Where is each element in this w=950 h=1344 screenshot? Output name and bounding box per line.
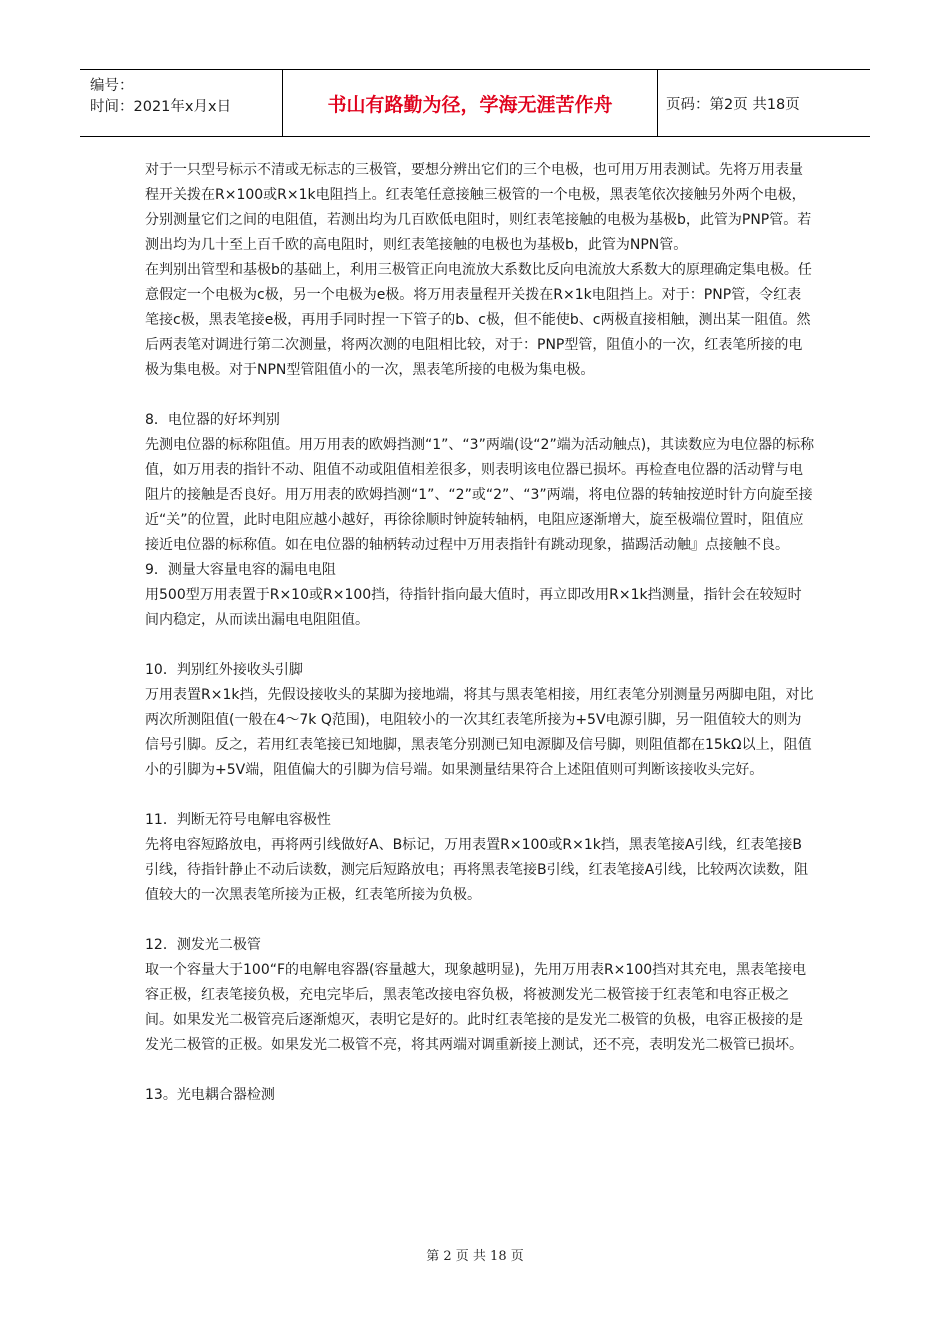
paragraph: 在判别出管型和基极b的基础上，利用三极管正向电流放大系数比反向电流放大系数大的原理确定集电极。任意假定一个电极为c极，另一个电极为e极。将万用表量程开关拨在R×1k电阻挡上。对于：PNP管，令红表笔接c极，黑表笔接e极，再用手同时捏一下管子的b、c极，但不能使b、c两极直接相触，测出某一阻值。然后两表笔对调进行第二次测量，将两次测的电阻相比较，对于：PNP型管，阻值小的一次，红表笔所接的电极为集电极。对于NPN型管阻值小的一次，黑表笔所接的电极为集电极。 [145, 262, 812, 378]
page-header [80, 69, 870, 137]
time-label: 时间：2021年x月x日 [90, 99, 232, 115]
document-body [145, 158, 815, 1108]
section-heading: 9．测量大容量电容的漏电电阻 [145, 562, 336, 578]
paragraph: 先测电位器的标称阻值。用万用表的欧姆挡测“1”、“3”两端(设“2”端为活动触点)，其读数应为电位器的标称值，如万用表的指针不动、阻值不动或阻值相差很多，则表明该电位器已损坏。再检查电位器的活动臂与电阻片的接触是否良好。用万用表的欧姆挡测“1”、“2”或“2”、“3”两端，将电位器的转轴按逆时针方向旋至接近“关”的位置，此时电阻应越小越好，再徐徐顺时钟旋转轴柄，电阻应逐渐增大，旋至极端位置时，阻值应接近电位器的标称值。如在电位器的轴柄转动过程中万用表指针有跳动现象，描踢活动触』点接触不良。 [145, 437, 815, 553]
paragraph: 万用表置R×1k挡，先假设接收头的某脚为接地端，将其与黑表笔相接，用红表笔分别测量另两脚电阻，对比两次所测阻值(一般在4～7k Q范围)，电阻较小的一次其红表笔所接为+5V电源引脚，另一阻值较大的则为信号引脚。反之，若用红表笔接已知地脚，黑表笔分别测已知电源脚及信号脚，则阻值都在15kΩ以上，阻值小的引脚为+5V端，阻值偏大的引脚为信号端。如果测量结果符合上述阻值则可判断该接收头完好。 [145, 687, 814, 778]
section-heading: 10．判别红外接收头引脚 [145, 662, 303, 678]
number-label: 编号： [90, 78, 134, 94]
section-heading: 8．电位器的好坏判别 [145, 412, 280, 428]
header-motto: 书山有路勤为径，学海无涯苦作舟 [283, 70, 658, 136]
section-heading: 11．判断无符号电解电容极性 [145, 812, 331, 828]
paragraph: 对于一只型号标示不清或无标志的三极管，要想分辨出它们的三个电极，也可用万用表测试。先将万用表量程开关拨在R×100或R×1k电阻挡上。红表笔任意接触三极管的一个电极，黑表笔依次接触另外两个电极，分别测量它们之间的电阻值，若测出均为几百欧低电阻时，则红表笔接触的电极为基极b，此管为PNP管。若测出均为几十至上百千欧的高电阻时，则红表笔接触的电极也为基极b，此管为NPN管。 [145, 162, 812, 253]
header-info-cell [80, 70, 283, 136]
header-page-label: 页码：第2页 共18页 [666, 96, 800, 113]
section-heading: 13。光电耦合器检测 [145, 1087, 275, 1103]
paragraph: 取一个容量大于100“F的电解电容器(容量越大，现象越明显)，先用万用表R×100挡对其充电，黑表笔接电容正极，红表笔接负极，充电完毕后，黑表笔改接电容负极，将被测发光二极管接于红表笔和电容正极之间。如果发光二极管亮后逐渐熄灭，表明它是好的。此时红表笔接的是发光二极管的负极，电容正极接的是发光二极管的正极。如果发光二极管不亮，将其两端对调重新接上测试，还不亮，表明发光二极管已损坏。 [145, 962, 807, 1053]
page-footer: 第 2 页 共 18 页 [426, 1249, 524, 1264]
paragraph: 先将电容短路放电，再将两引线做好A、B标记，万用表置R×100或R×1k挡，黑表笔接A引线，红表笔接B引线，待指针静止不动后读数，测完后短路放电；再将黑表笔接B引线，红表笔接A引线，比较两次读数，阻值较大的一次黑表笔所接为正极，红表笔所接为负极。 [145, 837, 809, 903]
section-heading: 12．测发光二极管 [145, 937, 261, 953]
paragraph: 用500型万用表置于R×10或R×100挡，待指针指向最大值时，再立即改用R×1k挡测量，指针会在较短时间内稳定，从而读出漏电电阻阻值。 [145, 587, 802, 628]
